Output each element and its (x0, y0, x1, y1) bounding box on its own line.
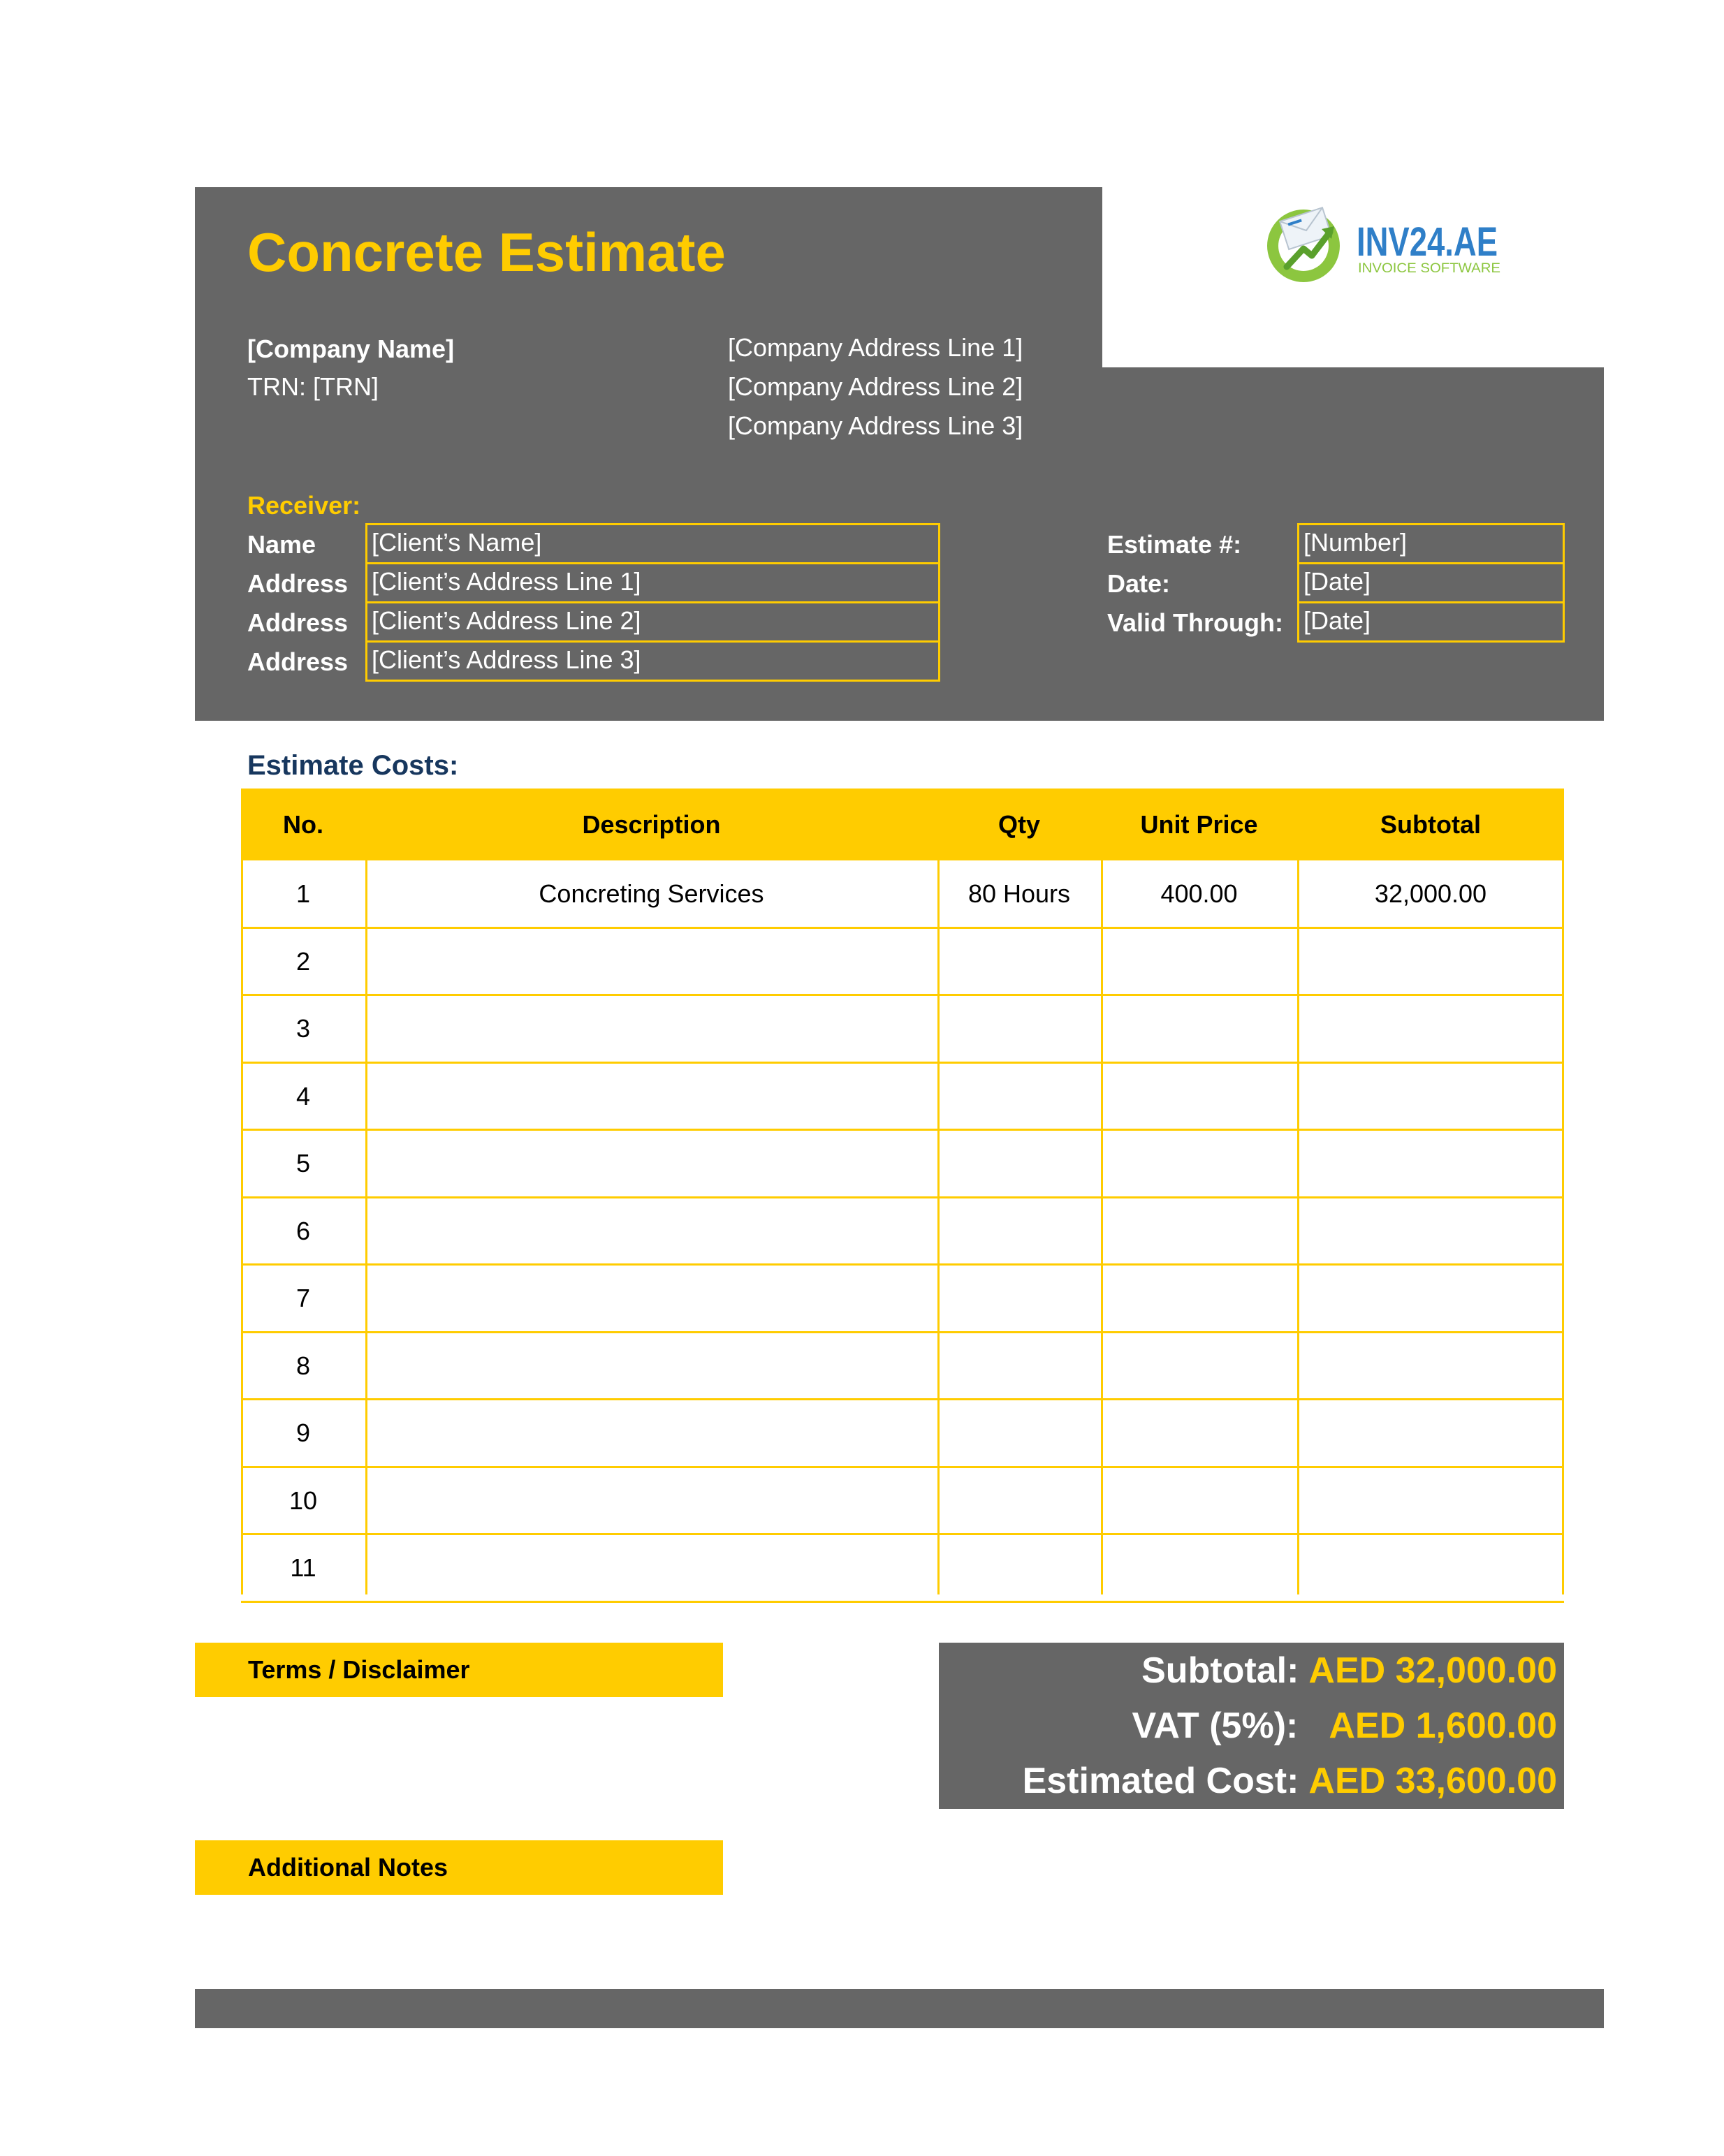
table-row (241, 995, 1564, 1063)
table-cell-unit-price (1101, 1467, 1297, 1535)
table-cell-no: 5 (295, 1149, 311, 1178)
table-row (241, 1333, 1564, 1400)
estimated-cost-label: Estimated Cost: (1022, 1760, 1299, 1801)
totals-vat-row (1132, 1698, 1558, 1753)
table-cell-unit-price (1101, 1130, 1297, 1198)
table-cell-subtotal (1297, 1063, 1564, 1131)
envelope-chart-icon (1263, 200, 1528, 291)
table-cell-description (365, 1130, 937, 1198)
table-cell-description (365, 1534, 937, 1602)
estimated-cost-value: AED 33,600.00 (1308, 1760, 1557, 1801)
column-header-qty: Qty (998, 809, 1040, 839)
valid-through-label: Valid Through: (1107, 608, 1283, 637)
column-header-unit-price: Unit Price (1140, 809, 1258, 839)
client-address-field-2[interactable]: [Client’s Address Line 2] (365, 601, 940, 643)
table-cell-qty (937, 1265, 1101, 1333)
table-cell-unit-price (1101, 1534, 1297, 1602)
table-cell-qty (937, 1130, 1101, 1198)
table-cell-description (365, 1198, 937, 1266)
vat-value: AED 1,600.00 (1329, 1705, 1557, 1746)
table-cell-subtotal (1297, 1333, 1564, 1400)
table-cell-no: 10 (288, 1486, 318, 1515)
table-cell-unit-price (1101, 928, 1297, 996)
table-cell-subtotal (1297, 1400, 1564, 1467)
column-header-subtotal: Subtotal (1380, 809, 1481, 839)
receiver-name-label: Name (247, 530, 316, 559)
table-cell-no: 9 (295, 1418, 311, 1448)
table-row (241, 928, 1564, 996)
estimate-costs-table (241, 789, 1564, 1594)
company-trn: TRN: [TRN] (247, 372, 379, 401)
table-cell-subtotal (1297, 1265, 1564, 1333)
table-cell-subtotal (1297, 1130, 1564, 1198)
company-address-line-2: [Company Address Line 2] (728, 372, 1023, 401)
table-row (241, 1198, 1564, 1266)
logo-brand: INV24.AE (1357, 219, 1498, 265)
table-cell-description (365, 1265, 937, 1333)
totals-panel (939, 1643, 1564, 1809)
logo (1263, 200, 1528, 291)
valid-through-field[interactable]: [Date] (1297, 601, 1565, 643)
table-cell-unit-price (1101, 1063, 1297, 1131)
table-cell-qty (937, 1063, 1101, 1131)
footer-bar (195, 1989, 1604, 2028)
client-address-field-3[interactable]: [Client’s Address Line 3] (365, 640, 940, 682)
table-cell-qty (937, 1534, 1101, 1602)
client-address-field-1[interactable]: [Client’s Address Line 1] (365, 562, 940, 603)
page-title: Concrete Estimate (247, 221, 726, 283)
table-cell-description: Concreting Services (539, 879, 764, 909)
vat-label: VAT (5%): (1132, 1705, 1299, 1746)
table-cell-no: 3 (295, 1014, 311, 1043)
notes-bar (195, 1840, 723, 1895)
table-cell-qty: 80 Hours (967, 879, 1071, 909)
receiver-address-label-1: Address (247, 569, 349, 598)
notes-label: Additional Notes (248, 1853, 448, 1882)
receiver-heading: Receiver: (247, 491, 361, 520)
table-cell-qty (937, 1467, 1101, 1535)
totals-estimated-row (1023, 1753, 1557, 1808)
company-address-line-3: [Company Address Line 3] (728, 411, 1023, 440)
table-cell-subtotal (1297, 1198, 1564, 1266)
table-row (241, 1130, 1564, 1198)
receiver-address-label-2: Address (247, 608, 349, 637)
table-cell-no: 2 (295, 946, 311, 976)
table-row (241, 1467, 1564, 1535)
table-cell-no: 4 (295, 1081, 311, 1110)
table-cell-subtotal (1297, 928, 1564, 996)
table-cell-unit-price: 400.00 (1160, 879, 1238, 909)
table-cell-qty (937, 1333, 1101, 1400)
table-cell-qty (937, 995, 1101, 1063)
estimate-number-field[interactable]: [Number] (1297, 523, 1565, 564)
table-cell-qty (937, 928, 1101, 996)
table-row (241, 1534, 1564, 1602)
table-row (241, 1265, 1564, 1333)
table-cell-unit-price (1101, 1333, 1297, 1400)
estimate-number-label: Estimate #: (1107, 530, 1242, 559)
client-name-field[interactable]: [Client’s Name] (365, 523, 940, 564)
table-cell-no: 6 (295, 1216, 311, 1245)
table-header (241, 789, 1564, 860)
totals-subtotal-row (1141, 1643, 1557, 1698)
table-cell-description (365, 1333, 937, 1400)
table-row-divider (241, 1601, 1564, 1603)
table-cell-qty (937, 1198, 1101, 1266)
table-cell-unit-price (1101, 1400, 1297, 1467)
terms-bar (195, 1643, 723, 1697)
table-cell-description (365, 928, 937, 996)
table-row (241, 1400, 1564, 1467)
table-cell-description (365, 1400, 937, 1467)
receiver-address-label-3: Address (247, 647, 349, 676)
table-cell-subtotal: 32,000.00 (1374, 879, 1487, 909)
table-cell-qty (937, 1400, 1101, 1467)
table-cell-description (365, 995, 937, 1063)
table-cell-no: 8 (295, 1351, 311, 1380)
table-cell-description (365, 1063, 937, 1131)
estimate-costs-heading: Estimate Costs: (247, 750, 459, 781)
table-cell-no: 1 (295, 879, 311, 909)
subtotal-label: Subtotal: (1141, 1650, 1299, 1691)
column-header-description: Description (582, 809, 721, 839)
table-cell-subtotal (1297, 1467, 1564, 1535)
table-cell-no: 7 (295, 1284, 311, 1313)
company-address-line-1: [Company Address Line 1] (728, 333, 1023, 362)
estimate-date-field[interactable]: [Date] (1297, 562, 1565, 603)
table-cell-no: 11 (290, 1553, 316, 1583)
table-cell-unit-price (1101, 995, 1297, 1063)
table-row (241, 1063, 1564, 1131)
company-name: [Company Name] (247, 335, 455, 363)
table-cell-unit-price (1101, 1265, 1297, 1333)
table-row (241, 860, 1564, 928)
terms-label: Terms / Disclaimer (248, 1655, 470, 1684)
column-header-no: No. (283, 809, 323, 839)
estimate-date-label: Date: (1107, 569, 1171, 598)
table-cell-subtotal (1297, 995, 1564, 1063)
logo-tagline: INVOICE SOFTWARE (1358, 261, 1500, 276)
table-cell-subtotal (1297, 1534, 1564, 1602)
subtotal-value: AED 32,000.00 (1308, 1650, 1557, 1691)
table-cell-unit-price (1101, 1198, 1297, 1266)
table-cell-description (365, 1467, 937, 1535)
